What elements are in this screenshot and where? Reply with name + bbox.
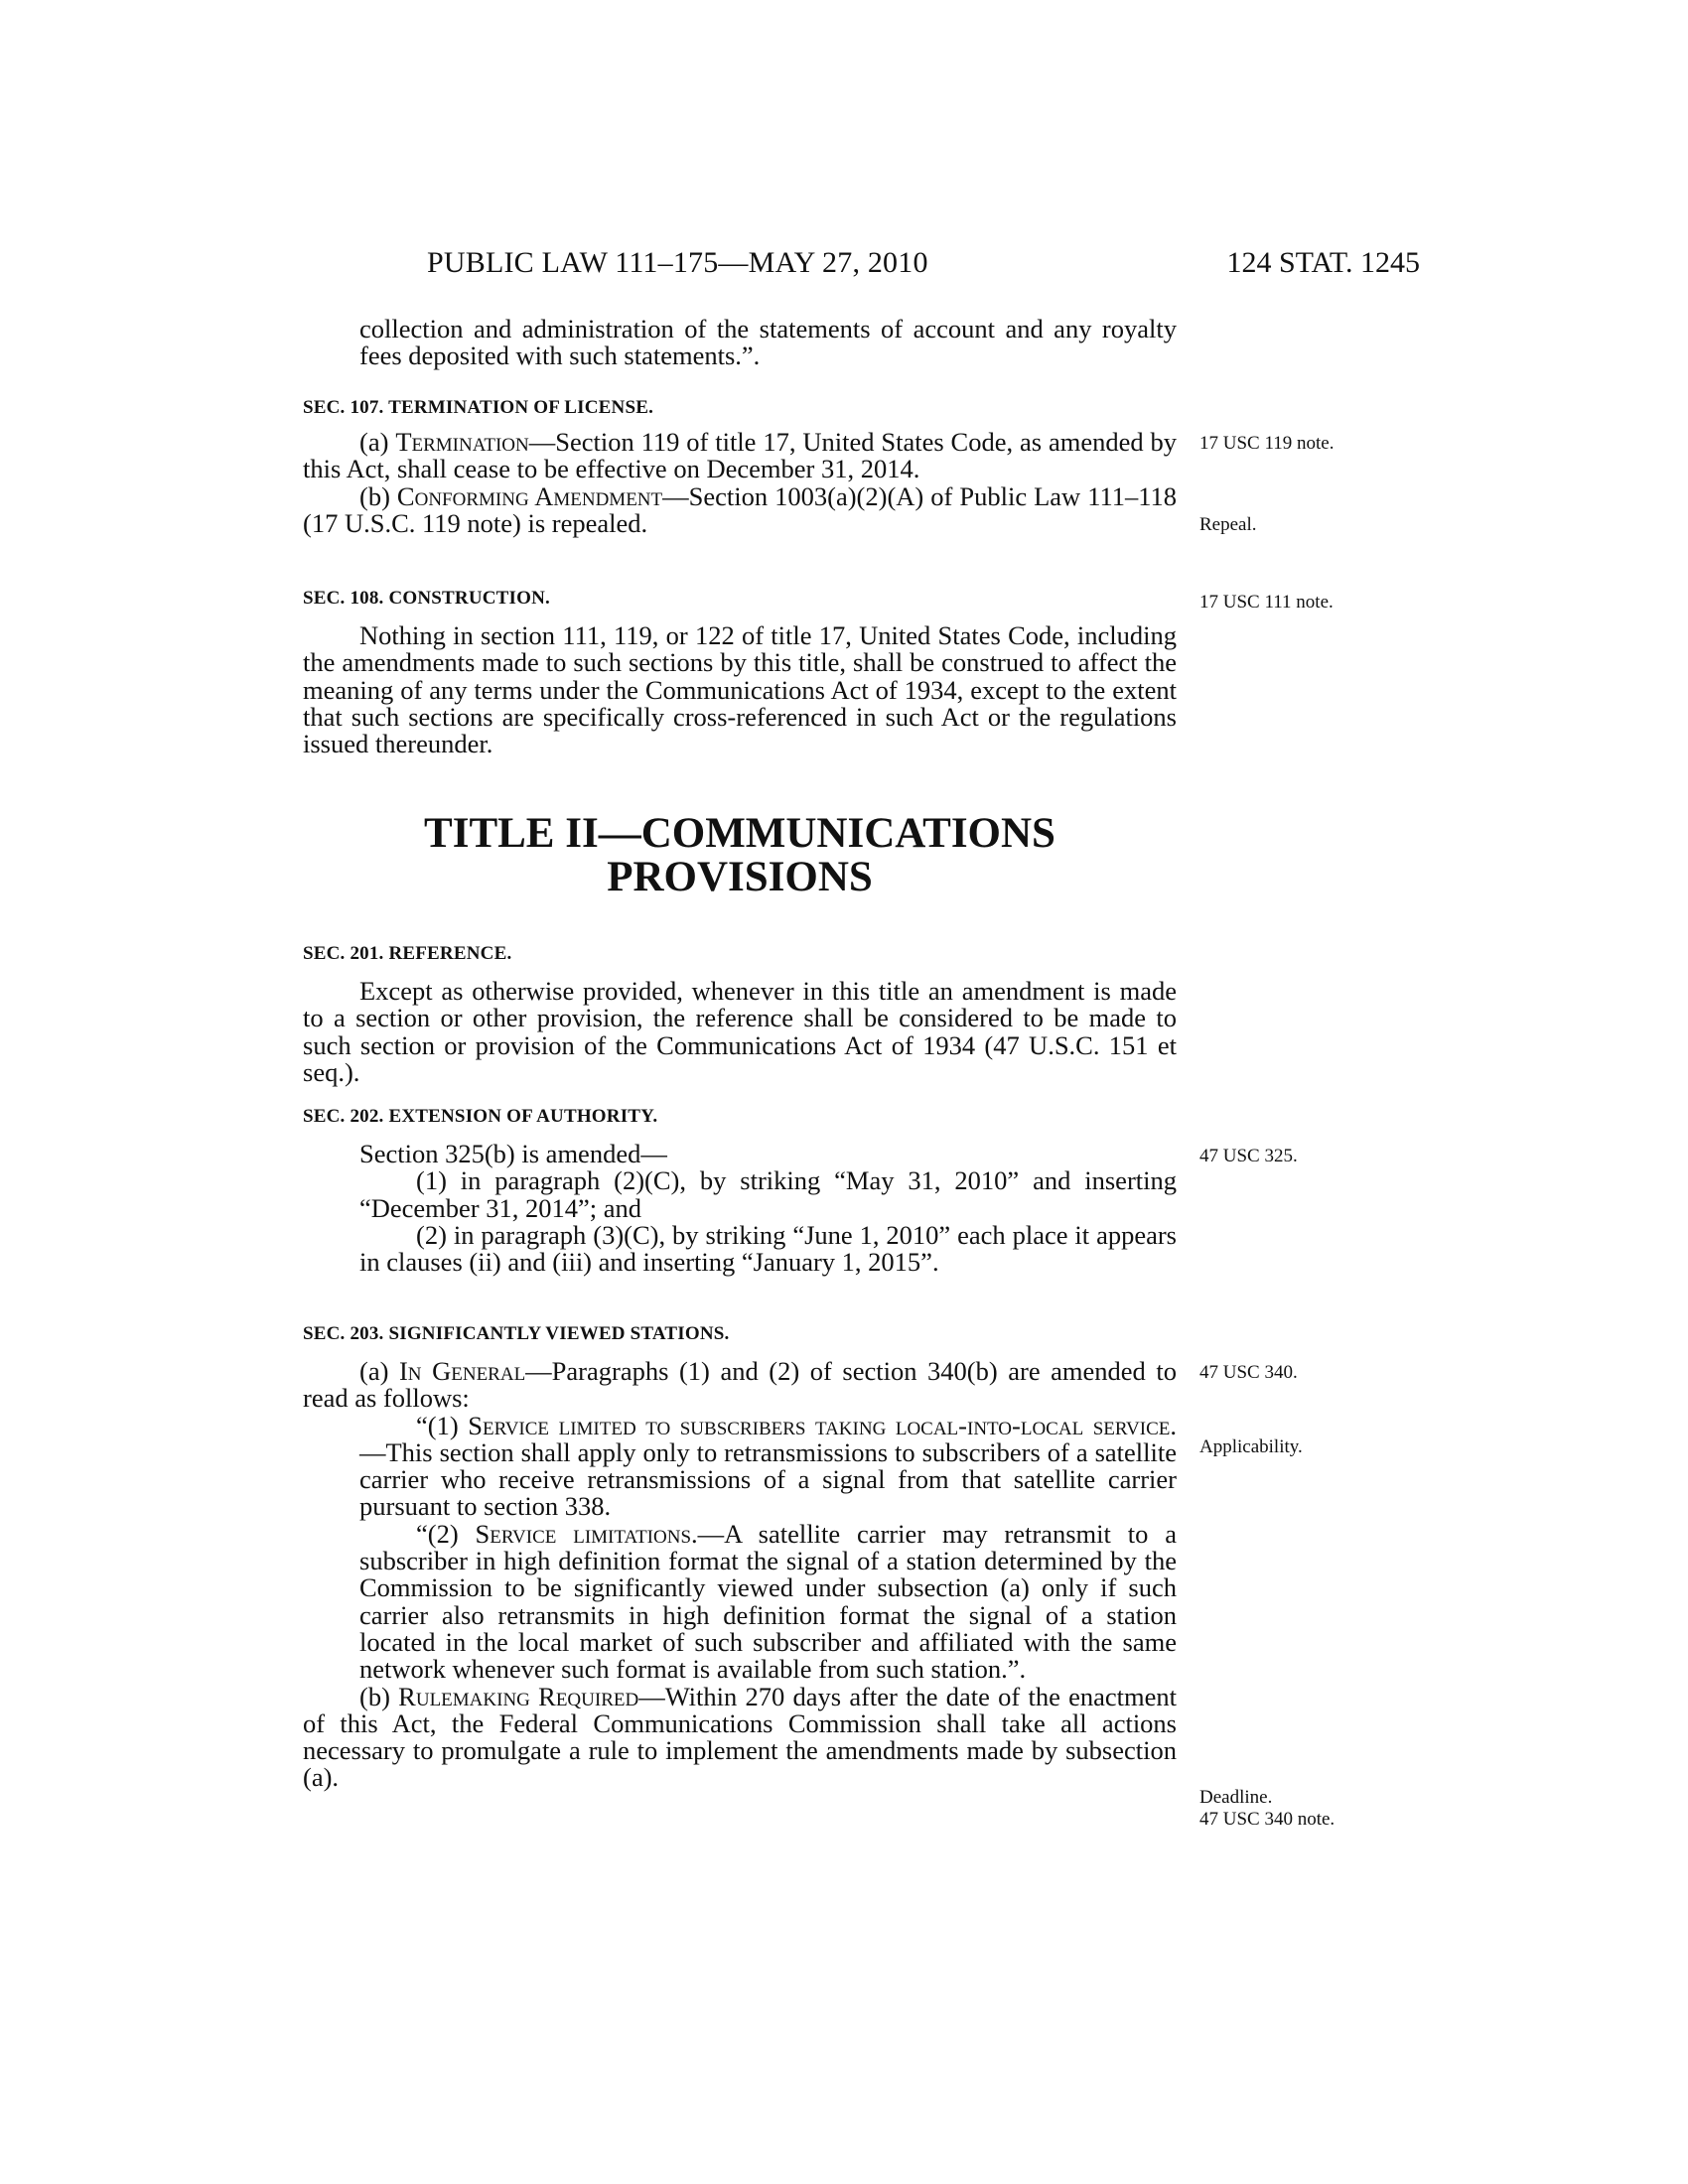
- section-107-a: (a) Termination—Section 119 of title 17, United States Code, as amended by this Act, shall cease to be effective on December 31, 2014.: [303, 427, 1177, 484]
- section-203-para-1: [303, 1410, 1177, 1522]
- section-107-heading: SEC. 107. TERMINATION OF LICENSE.: [303, 397, 654, 418]
- section-203-para-2-text: .—A satellite carrier may retransmit to a subscriber in high definition format the signal of a station determined by the Commission to be significantly viewed under subsection (a) only if such carrier also retransmits in high definition format the signal of a station located in the local market of such subscriber and affiliated with the same network whenever such format is available from such station.”.: [359, 1518, 1177, 1685]
- margin-note-applicability: Applicability.: [1199, 1436, 1303, 1457]
- header-law-citation: PUBLIC LAW 111–175—MAY 27, 2010: [427, 246, 928, 279]
- carryover-paragraph: [303, 316, 1177, 370]
- section-202-heading: SEC. 202. EXTENSION OF AUTHORITY.: [303, 1106, 658, 1127]
- section-203-b-text: —Within 270 days after the date of the enactment of this Act, the Federal Communications Commission shall take all actions necessary to promulgate a rule to implement the amendments made by subsection (a).: [303, 1681, 1178, 1793]
- section-201: [303, 943, 1177, 1086]
- running-header: [427, 246, 1420, 290]
- section-203-a-label: In General: [398, 1356, 526, 1386]
- title-ii-line-1: TITLE II—COMMUNICATIONS: [424, 810, 1055, 857]
- section-107: [303, 397, 1177, 537]
- section-107-a-text: —Section 119 of title 17, United States Code, as amended by this Act, shall cease to be effective on December 31, 2014.: [303, 427, 1177, 484]
- section-108: [303, 588, 1177, 757]
- section-203-para-2: [303, 1518, 1177, 1685]
- margin-note-47-usc-340-note: 47 USC 340 note.: [1199, 1809, 1336, 1830]
- margin-note-repeal: Repeal.: [1199, 514, 1257, 535]
- section-107-a-label: Termination: [395, 427, 529, 457]
- section-202: [303, 1106, 1177, 1276]
- title-ii-heading: [303, 812, 1177, 899]
- section-202-item-1: (1) in paragraph (2)(C), by striking “May 31, 2010” and inserting “December 31, 2014”; and: [359, 1165, 1177, 1223]
- section-203-heading: SEC. 203. SIGNIFICANTLY VIEWED STATIONS.: [303, 1323, 730, 1344]
- section-203-para-1-num: “(1): [416, 1410, 469, 1440]
- margin-note-47-usc-340: 47 USC 340.: [1199, 1362, 1298, 1383]
- section-107-b-label: Conforming Amendment: [396, 480, 663, 511]
- section-108-heading: SEC. 108. CONSTRUCTION.: [303, 588, 551, 609]
- section-203-para-1-text: .—This section shall apply only to retransmissions to subscribers of a satellite carrier who receive retransmissions of a signal from that satellite carrier pursuant to section 338.: [359, 1410, 1177, 1522]
- section-107-b: (b) Conforming Amendment—Section 1003(a)(2)(A) of Public Law 111–118 (17 U.S.C. 119 note) is repealed.: [303, 480, 1178, 538]
- section-202-item-2: (2) in paragraph (3)(C), by striking “June 1, 2010” each place it appears in clauses (ii) and (iii) and inserting “January 1, 2015”.: [359, 1219, 1177, 1278]
- section-108-text: Nothing in section 111, 119, or 122 of title 17, United States Code, including the amendments made to such sections by this title, shall be construed to affect the meaning of any terms under the Communications Act of 1934, except to the extent that such sections are specifically cross-referenced in such Act or the regulations issued thereunder.: [303, 620, 1177, 759]
- section-203-b: (b) Rulemaking Required—Within 270 days after the date of the enactment of this Act, the Federal Communications Commission shall take all actions necessary to promulgate a rule to implement the amendments made by subsection (a).: [303, 1681, 1178, 1793]
- title-ii-line-2: PROVISIONS: [607, 854, 873, 900]
- section-203-para-2-label: Service limitations: [475, 1518, 692, 1549]
- section-203-para-1-label: Service limited to subscribers taking local-into-local service: [468, 1410, 1171, 1440]
- section-201-text: Except as otherwise provided, whenever in this title an amendment is made to a section or other provision, the reference shall be considered to be made to such section or provision of the Communications Act of 1934 (47 U.S.C. 151 et seq.).: [303, 976, 1177, 1087]
- margin-note-17-usc-111: 17 USC 111 note.: [1199, 592, 1334, 613]
- section-203-a-text: —Paragraphs (1) and (2) of section 340(b) are amended to read as follows:: [303, 1356, 1177, 1414]
- margin-note-17-usc-119: 17 USC 119 note.: [1199, 433, 1335, 454]
- section-203-para-2-num: “(2): [416, 1518, 476, 1549]
- section-107-b-text: —Section 1003(a)(2)(A) of Public Law 111–118 (17 U.S.C. 119 note) is repealed.: [303, 480, 1178, 538]
- section-202-intro: Section 325(b) is amended—: [359, 1139, 667, 1168]
- header-stat-page: 124 STAT. 1245: [1226, 246, 1420, 279]
- section-203: [303, 1323, 1177, 1792]
- margin-note-deadline: Deadline.: [1199, 1787, 1273, 1808]
- margin-note-47-usc-325: 47 USC 325.: [1199, 1146, 1298, 1166]
- section-203-b-label: Rulemaking Required: [398, 1681, 639, 1711]
- section-201-heading: SEC. 201. REFERENCE.: [303, 943, 512, 964]
- section-203-a: (a) In General—Paragraphs (1) and (2) of section 340(b) are amended to read as follows:: [303, 1356, 1177, 1414]
- carryover-text: collection and administration of the statements of account and any royalty fees deposited with such statements.”.: [359, 314, 1177, 371]
